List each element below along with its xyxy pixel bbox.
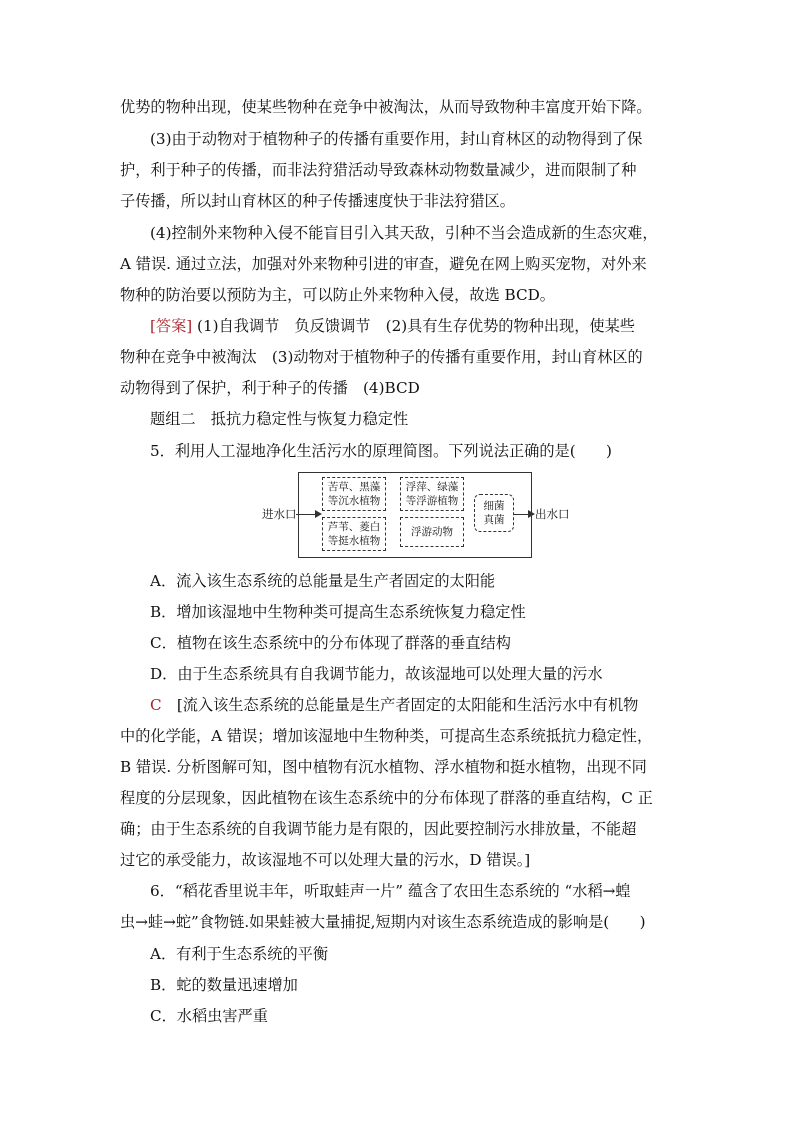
box3-line2: 等挺水植物 [327,535,381,547]
explanation-line6: 过它的承受能力，故该湿地不可以处理大量的污水，D 错误。] [120,851,531,869]
question-6-stem-line1: 6．“稻花香里说丰年，听取蛙声一片” 蕴含了农田生态系统的 “水稻→蝗 [150,882,631,900]
option-c: C．植物在该生态系统中的分布体现了群落的垂直结构 [150,634,511,652]
emergent-plants-box [322,517,386,551]
answer-line1 [150,316,635,336]
zooplankton-box [400,517,464,547]
box3-line1: 芦苇、菱白 [327,521,381,533]
q6-option-c: C．水稻虫害严重 [150,1007,268,1025]
submerged-plants-box [322,477,386,511]
outlet-arrow-head [528,510,535,518]
answer-letter: C [150,696,162,714]
explanation-line5: 确；由于生态系统的自我调节能力是有限的，因此要控制污水排放量，不能超 [120,820,637,838]
group-title: 题组二 抵抗力稳定性与恢复力稳定性 [150,410,409,428]
paragraph-continuation: 优势的物种出现，使某些物种在竞争中被淘汰，从而导致物种丰富度开始下降。 [120,98,652,116]
box5-line1: 细菌 [483,500,505,512]
option-a: A．流入该生态系统的总能量是生产者固定的太阳能 [150,572,496,590]
bacteria-fungi-box [474,494,514,532]
para4-line2: A 错误. 通过立法，加强对外来物种引进的审查，避免在网上购买宠物，对外来 [120,255,647,273]
para3-line3: 子传播，所以封山育林区的种子传播速度快于非法狩猎区。 [120,192,515,210]
explanation-line2: 中的化学能，A 错误；增加该湿地中生物种类，可提高生态系统抵抗力稳定性， [120,727,653,745]
box5-line2: 真菌 [483,514,505,526]
explanation-line4: 程度的分层现象，因此植物在该生态系统中的分布体现了群落的垂直结构，C 正 [120,789,653,807]
inlet-label: 进水口 [262,507,297,521]
answer-text: (1)自我调节 负反馈调节 (2)具有生存优势的物种出现，使某些 [192,317,635,335]
wetland-diagram [262,472,570,558]
option-b: B．增加该湿地中生物种类可提高生态系统恢复力稳定性 [150,603,526,621]
para4-line3: 物种的防治要以预防为主，可以防止外来物种入侵，故选 BCD。 [120,286,555,304]
box2-line2: 等浮游植物 [405,495,459,507]
box1-line1: 苦草、黑藻 [327,481,381,493]
answer-line3: 动物得到了保护，利于种子的传播 (4)BCD [120,379,420,397]
para3-line2: 护，利于种子的传播，而非法狩猎活动导致森林动物数量减少，进而限制了种 [120,161,637,179]
option-d: D．由于生态系统具有自我调节能力，故该湿地可以处理大量的污水 [150,665,603,683]
box4-line1: 浮游动物 [411,526,453,538]
q6-option-a: A．有利于生态系统的平衡 [150,945,329,963]
explanation-text1: [流入该生态系统的总能量是生产者固定的太阳能和生活污水中有机物 [161,696,639,714]
box1-line2: 等沉水植物 [327,495,381,507]
answer-line2: 物种在竞争中被淘汰 (3)动物对于植物种子的传播有重要作用，封山育林区的 [120,348,643,366]
floating-plants-box [400,477,464,511]
answer-tag: [答案] [150,317,193,335]
explanation-line3: B 错误. 分析图解可知，图中植物有沉水植物、浮水植物和挺水植物，出现不同 [120,758,647,776]
para4-line1: (4)控制外来物种入侵不能盲目引入其天敌，引种不当会造成新的生态灾难， [150,224,658,242]
question-5-stem: 5．利用人工湿地净化生活污水的原理简图。下列说法正确的是( ) [150,442,612,460]
box2-line1: 浮萍、绿藻 [405,481,459,493]
question-6-stem-line2: 虫→蛙→蛇”食物链.如果蛙被大量捕捉,短期内对该生态系统造成的影响是( ) [120,913,646,931]
para3-line1: (3)由于动物对于植物种子的传播有重要作用，封山育林区的动物得到了保 [150,130,643,148]
q6-option-b: B．蛇的数量迅速增加 [150,976,298,994]
explanation-line1 [150,695,638,715]
outlet-label: 出水口 [535,507,570,521]
